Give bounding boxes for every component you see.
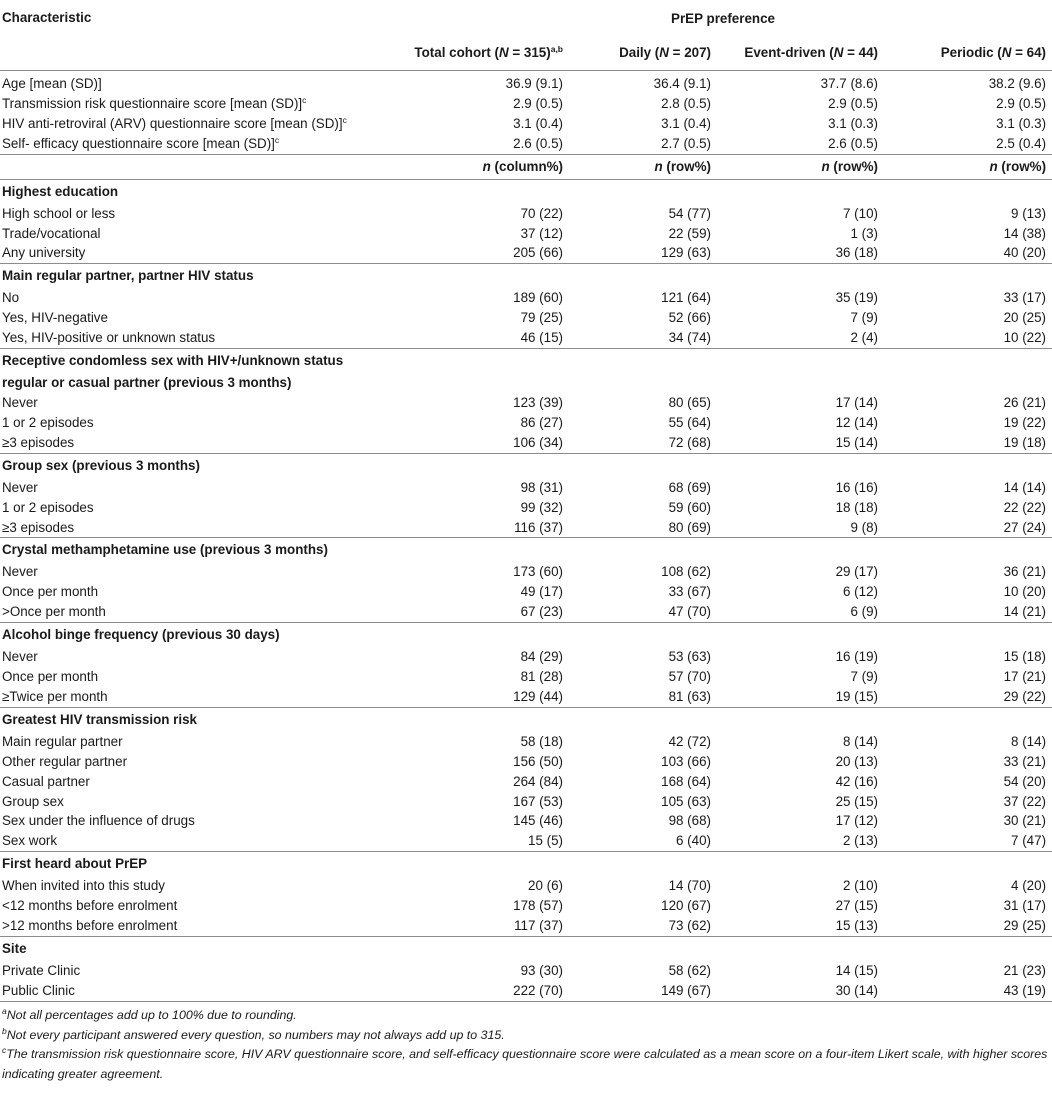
footnote-marker: c: [342, 114, 347, 125]
table-row: [0, 811, 1052, 831]
subheader-n: n: [989, 158, 998, 174]
cell-value: 36 (18): [835, 245, 878, 261]
column-header-n: N: [659, 45, 669, 60]
table-row: [0, 393, 1052, 413]
section-header: [0, 373, 1052, 393]
cell-value: 22 (22): [1003, 499, 1047, 515]
row-label-text: Age [mean (SD)]: [2, 76, 102, 91]
cell-value: 40 (20): [1003, 245, 1047, 261]
cell-value: 98 (31): [520, 479, 563, 495]
cell-value: 14 (70): [668, 878, 711, 894]
cell-value: 20 (25): [1003, 310, 1047, 326]
subheader-n: n: [482, 158, 491, 174]
cell-value: 30 (21): [1003, 813, 1047, 829]
cell-value: 2.6 (0.5): [828, 135, 878, 151]
cell-value: 26 (21): [1003, 394, 1047, 410]
cell-value: 129 (44): [513, 688, 563, 704]
table-row: [0, 562, 1052, 582]
cell-value: 145 (46): [513, 813, 563, 829]
row-label: Private Clinic: [2, 963, 81, 978]
cell-value: 37 (22): [1003, 793, 1047, 809]
subheader-cell: [394, 154, 569, 179]
footnotes: [0, 1002, 1052, 1085]
cell-value: 7 (9): [850, 310, 878, 326]
subheader-row: [0, 154, 1052, 179]
column-header-text: Periodic (: [940, 45, 1002, 60]
table-row: [0, 772, 1052, 792]
cell-value: 6 (12): [843, 584, 878, 600]
table-row: [0, 961, 1052, 981]
cell-value: 93 (30): [520, 963, 563, 978]
cell-value: 80 (69): [668, 519, 711, 535]
row-label-text: Transmission risk questionnaire score [mean (SD)]: [2, 95, 303, 111]
cell-value: 14 (14): [1003, 479, 1047, 495]
cell-value: 18 (18): [835, 499, 878, 515]
cell-value: 43 (19): [1003, 982, 1047, 998]
cell-value: 3.1 (0.3): [828, 115, 878, 131]
table-row: [0, 916, 1052, 936]
column-header-count: = 207): [668, 45, 711, 60]
table-row: [0, 224, 1052, 244]
cell-value: 19 (15): [835, 688, 878, 704]
table-row: [0, 687, 1052, 707]
row-label: 1 or 2 episodes: [2, 414, 94, 430]
cell-value: 121 (64): [661, 290, 711, 306]
cell-value: 17 (12): [835, 813, 878, 829]
cell-value: 116 (37): [514, 519, 563, 535]
cell-value: 167 (53): [513, 793, 563, 809]
cell-value: 38.2 (9.6): [988, 76, 1047, 91]
cell-value: 36 (21): [1003, 564, 1047, 580]
cell-value: 15 (18): [1003, 649, 1047, 665]
cell-value: 19 (18): [1003, 434, 1047, 450]
cell-value: 103 (66): [661, 753, 711, 769]
cell-value: 156 (50): [513, 753, 563, 769]
cell-value: 36.4 (9.1): [653, 76, 711, 91]
row-label: Any university: [2, 245, 86, 261]
row-label: Never: [2, 394, 38, 410]
cell-value: 37 (12): [520, 225, 563, 241]
subheader-n: n: [821, 158, 830, 174]
cell-value: 33 (21): [1003, 753, 1047, 769]
row-label: Casual partner: [2, 773, 90, 789]
row-label: ≥3 episodes: [2, 519, 75, 535]
section-title: Highest education: [2, 183, 119, 199]
row-label: >12 months before enrolment: [2, 918, 178, 934]
table-row: [0, 896, 1052, 916]
footnote: [2, 1045, 1052, 1084]
section-title: Main regular partner, partner HIV status: [2, 268, 254, 284]
cell-value: 33 (17): [1003, 290, 1047, 306]
row-label: [0, 94, 394, 114]
row-label: Sex work: [2, 833, 58, 849]
section-title: Crystal methamphetamine use (previous 3 months): [2, 542, 328, 558]
row-label: [0, 134, 394, 154]
table-row: [0, 243, 1052, 263]
section-header: [0, 264, 1052, 289]
table-row: [0, 498, 1052, 518]
cell-value: 46 (15): [520, 330, 563, 346]
cell-value: 54 (20): [1003, 773, 1047, 789]
cell-value: 52 (66): [668, 310, 711, 326]
cell-value: 173 (60): [513, 564, 563, 580]
cell-value: 189 (60): [513, 290, 563, 306]
prep-preference-header: PrEP preference: [671, 10, 775, 26]
table-row: [0, 831, 1052, 851]
section-title: Receptive condomless sex with HIV+/unknown status: [2, 353, 344, 369]
cell-value: 42 (16): [835, 773, 878, 789]
section-header: [0, 453, 1052, 478]
table-row: [0, 582, 1052, 602]
column-header-row: [0, 36, 1052, 71]
cell-value: 14 (38): [1003, 225, 1047, 241]
cell-value: 34 (74): [668, 330, 711, 346]
cell-value: 17 (14): [835, 394, 878, 410]
row-label: Group sex: [2, 793, 64, 809]
cell-value: 29 (25): [1003, 918, 1047, 934]
subheader-cell: [717, 154, 884, 179]
cell-value: 16 (16): [835, 479, 878, 495]
row-label: Trade/vocational: [2, 225, 101, 241]
footnote-marker: c: [2, 1045, 7, 1056]
row-label: >Once per month: [2, 604, 106, 620]
column-header-text: Total cohort (: [414, 45, 499, 60]
table-row: [0, 732, 1052, 752]
cell-value: 98 (68): [668, 813, 711, 829]
subheader-unit: (row%): [829, 158, 878, 174]
column-header-count: = 44): [843, 45, 878, 60]
cell-value: 2 (4): [850, 330, 878, 346]
cell-value: 81 (63): [668, 688, 711, 704]
subheader-cell: [569, 154, 717, 179]
section-title: First heard about PrEP: [2, 856, 148, 872]
row-label-text: HIV anti-retroviral (ARV) questionnaire score [mean (SD)]: [2, 115, 343, 131]
cell-value: 67 (23): [520, 604, 563, 620]
footnote-text: Not all percentages add up to 100% due to rounding.: [6, 1007, 297, 1022]
cell-value: 35 (19): [835, 290, 878, 306]
cell-value: 53 (63): [668, 649, 711, 665]
cell-value: 16 (19): [835, 649, 878, 665]
cell-value: 2.9 (0.5): [996, 95, 1047, 111]
cell-value: 15 (13): [835, 918, 878, 934]
footnote-marker: c: [274, 134, 280, 145]
row-label: Never: [2, 479, 38, 495]
section-title: regular or casual partner (previous 3 months): [2, 375, 292, 391]
cell-value: 68 (69): [668, 479, 711, 495]
cell-value: 27 (24): [1003, 519, 1047, 535]
section-header: [0, 538, 1052, 563]
footnote-marker: b: [2, 1025, 7, 1036]
cell-value: 205 (66): [513, 245, 563, 261]
cell-value: 7 (10): [843, 205, 878, 221]
cell-value: 29 (22): [1003, 688, 1047, 704]
cell-value: 79 (25): [520, 310, 563, 326]
section-header: [0, 349, 1052, 374]
cell-value: 31 (17): [1003, 898, 1047, 914]
table-row: [0, 288, 1052, 308]
characteristic-header: Characteristic: [2, 10, 92, 25]
table-row: [0, 204, 1052, 224]
cell-value: 20 (13): [835, 753, 878, 769]
footnote-marker: a: [2, 1005, 7, 1016]
section-header: [0, 623, 1052, 648]
footnote: [2, 1006, 1052, 1026]
row-label: Once per month: [2, 669, 99, 685]
cell-value: 264 (84): [513, 773, 563, 789]
cell-value: 30 (14): [835, 982, 878, 998]
row-label: Yes, HIV-positive or unknown status: [2, 330, 216, 346]
row-label: ≥Twice per month: [2, 688, 108, 704]
cell-value: 7 (47): [1011, 833, 1047, 849]
subheader-unit: (row%): [997, 158, 1047, 174]
cell-value: 2 (13): [843, 833, 878, 849]
row-label: [0, 114, 394, 134]
table-row: [0, 792, 1052, 812]
row-label: Sex under the influence of drugs: [2, 813, 195, 829]
row-label: Once per month: [2, 584, 99, 600]
cell-value: 4 (20): [1011, 878, 1047, 894]
row-label: 1 or 2 episodes: [2, 499, 94, 515]
cell-value: 149 (67): [661, 982, 711, 998]
cell-value: 6 (40): [676, 833, 711, 849]
subheader-blank: [0, 154, 394, 179]
table-row: [0, 308, 1052, 328]
cell-value: 14 (21): [1003, 604, 1047, 620]
table-row: [0, 328, 1052, 348]
continuous-row: [0, 134, 1052, 154]
section-header: [0, 937, 1052, 962]
cell-value: 178 (57): [513, 898, 563, 914]
table-row: [0, 478, 1052, 498]
continuous-row: [0, 114, 1052, 134]
cell-value: 84 (29): [520, 649, 563, 665]
cell-value: 86 (27): [520, 414, 563, 430]
cell-value: 2.9 (0.5): [828, 95, 878, 111]
cell-value: 55 (64): [668, 414, 711, 430]
continuous-row: [0, 71, 1052, 94]
cell-value: 36.9 (9.1): [505, 76, 563, 91]
cell-value: 123 (39): [513, 394, 563, 410]
footnote-marker: a,b: [550, 44, 563, 54]
cell-value: 120 (67): [661, 898, 711, 914]
row-label: Yes, HIV-negative: [2, 310, 108, 326]
row-label: When invited into this study: [2, 878, 166, 894]
subheader-n: n: [654, 158, 663, 174]
cell-value: 6 (9): [850, 604, 878, 620]
cell-value: 7 (9): [850, 669, 878, 685]
section-title: Site: [2, 941, 27, 956]
cell-value: 8 (14): [843, 733, 878, 749]
cell-value: 168 (64): [661, 773, 711, 789]
column-header-blank: [0, 36, 394, 71]
cell-value: 29 (17): [835, 564, 878, 580]
section-header: [0, 179, 1052, 204]
cell-value: 2 (10): [843, 878, 878, 894]
cell-value: 49 (17): [520, 584, 563, 600]
column-header-0: [394, 36, 569, 71]
row-label: <12 months before enrolment: [2, 898, 178, 914]
cell-value: 22 (59): [668, 225, 711, 241]
cell-value: 25 (15): [835, 793, 878, 809]
column-header-n: N: [498, 45, 509, 60]
section-header: [0, 707, 1052, 732]
table-row: [0, 518, 1052, 538]
cell-value: 10 (20): [1003, 584, 1047, 600]
cell-value: 106 (34): [513, 434, 563, 450]
cell-value: 70 (22): [520, 205, 563, 221]
column-header-n: N: [833, 45, 844, 60]
column-header-count: = 315): [508, 45, 551, 60]
column-header-3: [884, 36, 1052, 71]
cell-value: 14 (15): [835, 963, 878, 978]
footnote-text: The transmission risk questionnaire score, HIV ARV questionnaire score, and self-efficacy questionnaire score were calculated as a mean score on a four-item Likert scale, with higher scores indicating greater agreement.: [2, 1047, 1048, 1081]
table-row: [0, 647, 1052, 667]
cell-value: 80 (65): [668, 394, 711, 410]
cell-value: 19 (22): [1003, 414, 1047, 430]
cell-value: 222 (70): [513, 982, 563, 998]
continuous-row: [0, 94, 1052, 114]
subheader-unit: (column%): [490, 158, 563, 174]
cell-value: 99 (32): [520, 499, 563, 515]
column-header-count: = 64): [1011, 45, 1047, 60]
footnote: [2, 1026, 1052, 1046]
table-row: [0, 413, 1052, 433]
cell-value: 27 (15): [835, 898, 878, 914]
row-label-text: Self- efficacy questionnaire score [mean (SD)]: [2, 135, 275, 151]
cell-value: 57 (70): [668, 669, 711, 685]
row-label: Never: [2, 649, 38, 665]
table-row: [0, 602, 1052, 622]
column-header-2: [717, 36, 884, 71]
row-label: Public Clinic: [2, 982, 75, 998]
cell-value: 73 (62): [668, 918, 711, 934]
cell-value: 3.1 (0.4): [513, 115, 563, 131]
cell-value: 37.7 (8.6): [820, 76, 878, 91]
table-header-row: [0, 0, 1052, 36]
row-label: ≥3 episodes: [2, 434, 75, 450]
cell-value: 54 (77): [668, 205, 711, 221]
cell-value: 42 (72): [668, 733, 711, 749]
table-row: [0, 433, 1052, 453]
cell-value: 9 (8): [850, 519, 878, 535]
footnote-text: Not every participant answered every question, so numbers may not always add up to 315.: [6, 1027, 505, 1042]
cell-value: 105 (63): [661, 793, 711, 809]
cell-value: 3.1 (0.4): [661, 115, 711, 131]
column-header-n: N: [1001, 45, 1012, 60]
cell-value: 2.6 (0.5): [513, 135, 563, 151]
cell-value: 17 (21): [1003, 669, 1047, 685]
section-header: [0, 852, 1052, 877]
cell-value: 58 (18): [520, 733, 563, 749]
cell-value: 9 (13): [1011, 205, 1047, 221]
cell-value: 1 (3): [850, 225, 878, 241]
table-row: [0, 667, 1052, 687]
cell-value: 2.7 (0.5): [661, 135, 711, 151]
row-label: Other regular partner: [2, 753, 128, 769]
cell-value: 2.9 (0.5): [513, 95, 563, 111]
cell-value: 2.5 (0.4): [996, 135, 1047, 151]
cell-value: 20 (6): [528, 878, 563, 894]
cell-value: 108 (62): [661, 564, 711, 580]
section-title: Group sex (previous 3 months): [2, 457, 200, 473]
row-label: High school or less: [2, 205, 116, 221]
subheader-cell: [884, 154, 1052, 179]
cell-value: 72 (68): [668, 434, 711, 450]
footnote-marker: c: [302, 94, 307, 105]
cell-value: 33 (67): [668, 584, 711, 600]
row-label: No: [2, 290, 20, 306]
column-header-1: [569, 36, 717, 71]
cell-value: 15 (5): [528, 833, 563, 849]
section-title: Greatest HIV transmission risk: [2, 711, 197, 727]
table-row: [0, 876, 1052, 896]
cell-value: 10 (22): [1003, 330, 1047, 346]
cell-value: 15 (14): [835, 434, 878, 450]
row-label: Never: [2, 564, 38, 580]
table-row: [0, 981, 1052, 1001]
cell-value: 129 (63): [661, 245, 711, 261]
cell-value: 47 (70): [668, 604, 711, 620]
cell-value: 81 (28): [520, 669, 563, 685]
cell-value: 8 (14): [1011, 733, 1047, 749]
cell-value: 117 (37): [514, 918, 563, 934]
cell-value: 21 (23): [1003, 963, 1047, 978]
cell-value: 59 (60): [668, 499, 711, 515]
cell-value: 58 (62): [668, 963, 711, 978]
table-row: [0, 752, 1052, 772]
cell-value: 2.8 (0.5): [661, 95, 711, 111]
row-label: [0, 71, 394, 94]
column-header-text: Event-driven (: [744, 45, 834, 60]
subheader-unit: (row%): [662, 158, 711, 174]
column-header-text: Daily (: [619, 45, 660, 60]
row-label: Main regular partner: [2, 733, 123, 749]
section-title: Alcohol binge frequency (previous 30 days): [2, 627, 280, 643]
cell-value: 12 (14): [835, 414, 878, 430]
cell-value: 3.1 (0.3): [996, 115, 1047, 131]
